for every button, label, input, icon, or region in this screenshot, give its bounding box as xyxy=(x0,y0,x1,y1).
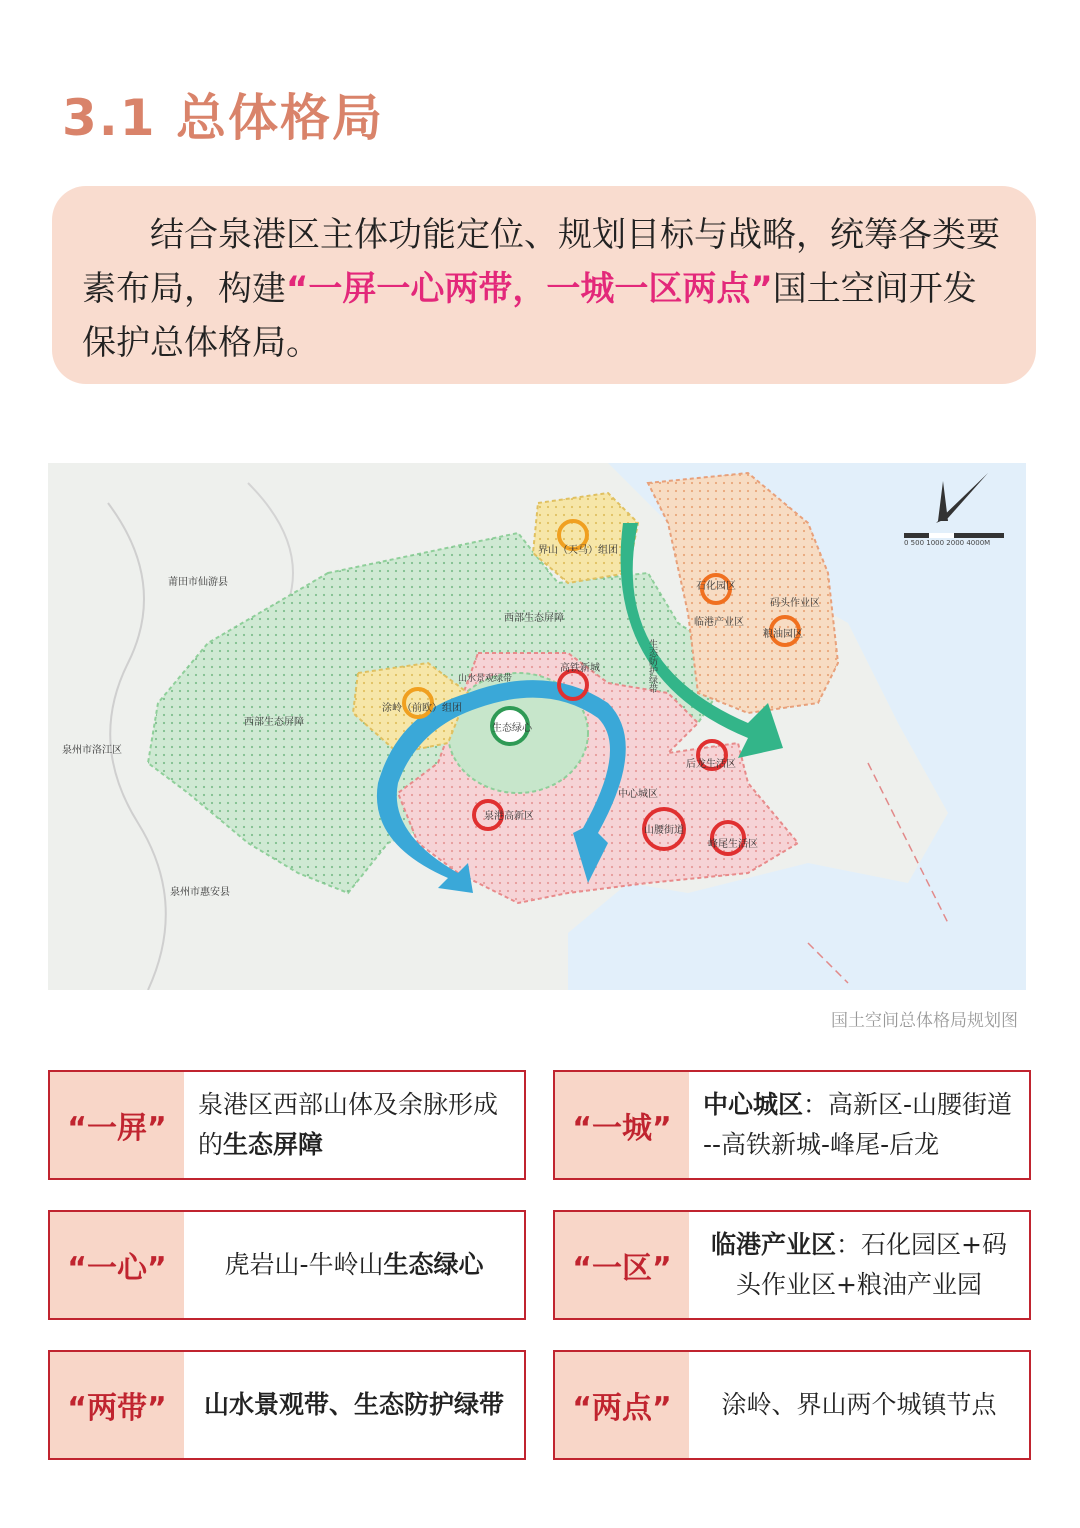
card-key: “两点” xyxy=(555,1352,689,1458)
card-text: 涂岭、界山两个城镇节点 xyxy=(721,1390,997,1419)
label-fengwei: 峰尾生活区 xyxy=(708,839,758,850)
label-west-barrier-2: 西部生态屏障 xyxy=(244,717,304,728)
intro-box xyxy=(52,186,1036,384)
card-yiping xyxy=(48,1070,526,1180)
card-line xyxy=(711,1225,1007,1265)
card-key: “一屏” xyxy=(50,1072,184,1178)
card-desc xyxy=(184,1212,524,1318)
map-caption: 国土空间总体格局规划图 xyxy=(831,1011,1018,1031)
label-fanghu-belt: 生态防护绿带 xyxy=(647,639,657,693)
page-title: 3.1 总体格局 xyxy=(62,89,384,147)
card-key: “一城” xyxy=(555,1072,689,1178)
card-line xyxy=(198,1125,510,1165)
label-eco-heart: 生态绿心 xyxy=(492,723,532,734)
planning-map xyxy=(48,463,1026,990)
card-yicheng xyxy=(553,1070,1031,1180)
card-yiqu xyxy=(553,1210,1031,1320)
label-huian: 泉州市惠安县 xyxy=(170,887,230,898)
label-luojiang: 泉州市洛江区 xyxy=(62,745,122,756)
card-line: 头作业区+粮油产业园 xyxy=(736,1270,982,1299)
scale-text: 0 500 1000 2000 4000M xyxy=(904,539,991,547)
card-key: “一区” xyxy=(555,1212,689,1318)
card-desc xyxy=(689,1352,1029,1458)
card-bold-text: 临港产业区 xyxy=(711,1230,837,1259)
label-houlong: 后龙生活区 xyxy=(686,759,736,770)
card-bold-text: 生态绿心 xyxy=(383,1250,484,1279)
label-tuling: 涂岭（前欧）组团 xyxy=(382,703,462,714)
card-line: 泉港区西部山体及余脉形成 xyxy=(198,1090,499,1119)
label-gaotie: 高铁新城 xyxy=(560,663,600,674)
card-text: 的 xyxy=(198,1130,224,1159)
intro-text-2: 国土空间开发保护总体格局。 xyxy=(82,269,977,363)
card-desc xyxy=(184,1072,524,1178)
intro-paragraph xyxy=(82,208,1006,370)
label-center-city: 中心城区 xyxy=(618,789,658,800)
intro-text-1: 结合泉港区主体功能定位、规划目标与战略，统筹各类要素布局，构建 xyxy=(82,215,1000,309)
label-shihua: 石化园区 xyxy=(696,581,736,592)
label-shanyao: 山腰街道 xyxy=(644,825,684,836)
intro-highlight: “一屏一心两带，一城一区两点” xyxy=(286,269,773,309)
label-shanshui-belt: 山水景观绿带 xyxy=(458,674,513,684)
card-line: --高铁新城-峰尾-后龙 xyxy=(703,1130,940,1159)
card-text: ：高新区-山腰街道 xyxy=(803,1090,1013,1119)
label-putian: 莆田市仙游县 xyxy=(168,577,228,588)
card-text: 虎岩山-牛岭山 xyxy=(224,1250,384,1279)
label-liangyou: 粮油园区 xyxy=(763,629,803,640)
card-bold-text: 中心城区 xyxy=(703,1090,804,1119)
card-liangdai xyxy=(48,1350,526,1460)
card-yixin xyxy=(48,1210,526,1320)
card-text: ：石化园区+码 xyxy=(836,1230,1007,1259)
label-matou: 码头作业区 xyxy=(770,598,820,609)
card-desc xyxy=(689,1212,1029,1318)
label-jieshan: 界山（天马）组团 xyxy=(538,545,618,556)
card-desc xyxy=(689,1072,1029,1178)
label-west-barrier: 西部生态屏障 xyxy=(504,613,564,624)
card-liangdian xyxy=(553,1350,1031,1460)
label-gaoxin: 泉港高新区 xyxy=(484,811,534,822)
card-key: “一心” xyxy=(50,1212,184,1318)
card-bold-text: 生态屏障 xyxy=(223,1130,324,1159)
label-lingang: 临港产业区 xyxy=(694,617,744,628)
card-bold-text: 山水景观带、生态防护绿带 xyxy=(203,1390,504,1419)
card-key: “两带” xyxy=(50,1352,184,1458)
card-desc xyxy=(184,1352,524,1458)
card-line xyxy=(703,1085,1015,1125)
card-line xyxy=(224,1245,483,1285)
